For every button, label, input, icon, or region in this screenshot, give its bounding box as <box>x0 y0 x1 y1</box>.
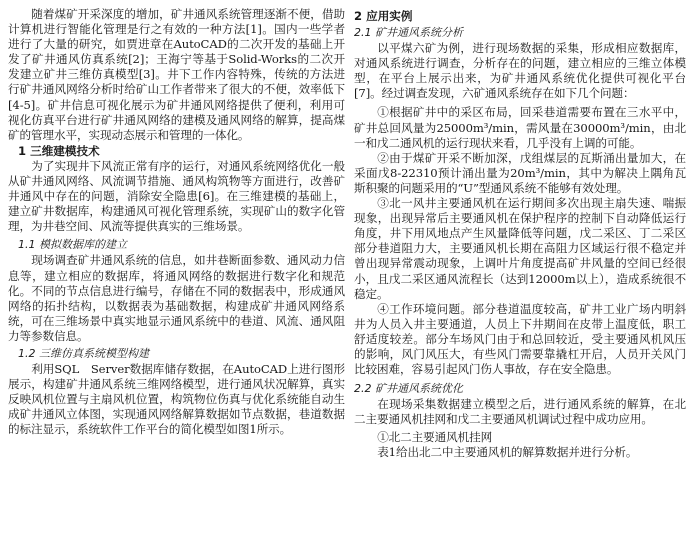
table-1-intro: 表1给出北二中主要通风机的解算数据并进行分析。 <box>377 445 638 460</box>
issue-item-4: ④工作环境问题。部分巷道温度较高，矿井工业广场内明斜井为人员入井主要通道，人员上下井期间在皮带上温度低，职工舒适度较差。部分车场风门由于和总回较近，受主要通风机风压的影响，风门风压大，有些风门需要靠撬杠开启，人员开关风门比较困难，容易引起风门伤人事故，存在安全隐患。 <box>354 301 686 377</box>
section-2-heading: 2 应用实例 <box>354 9 413 23</box>
issue-item-3: ③北一风井主要通风机在运行期间多次出现主扇失速、喘振现象，出现异常后主要通风机在保护程序的控制下自动降低运行角度，井下用风地点产生风量降低等问题，戊二采区、丁二采区部分巷道阻力大，主要通风机长期在高阻力区域运行很不稳定并曾出现异常震动现象，上调叶片角度提高矿井风量的空间已经很小，且戊二采区通风流程长（达到12000m以上），造成系统很不稳定。 <box>354 196 686 301</box>
section-1-paragraph: 为了实现井下风流正常有序的运行，对通风系统网络优化一般从矿井通风网络、风流调节措施、通风构筑物等方面进行，改善矿井通风中存在的问题，消除安全隐患[6]。在三维建模的基础上，建立矿井数据库，构建通风可视化管理系统，实现矿山的数字化管理，为井巷空间、风流等提供真实的三维场景。 <box>8 158 345 234</box>
intro-paragraph: 随着煤矿开采深度的增加，矿井通风系统管理逐渐不便，借助计算机进行智能化管理是行之有效的一种方法[1]。国内一些学者进行了大量的研究，如贾进章在AutoCAD的二次开发的基础上开发了矿井通风仿真系统[2]；王海宁等基于Solid-Works的二次开发建立矿井三维仿真模型[3]。井下工作内容特殊，传统的方法进行矿井通风网络分析时给矿山工作者带来了很大的不便，效率低下[4-5]。矿井信息可视化展示为矿井通风网络提供了便利，利用可视化仿真平台进行矿井通风网络的建模及通风网络的解算，提高煤矿的管理水平，实现动态展示和管理的一体化。 <box>8 7 345 142</box>
issue-item-1: ①根据矿井中的采区布局，回采巷道需要布置在三水平中，矿井总回风量为25000m³/min，需风量在30000m³/min，由北一和戊二通风机的运行现状来看，几乎没有上调的可能。 <box>354 105 686 150</box>
section-2-1-paragraph: 以平煤六矿为例，进行现场数据的采集，形成相应数据库，对通风系统进行调查，分析存在的问题，建立相应的三维立体模型，在平台上展示出来，为矿井通风系统优化提供可视化平台[7]。经过调查发现，六矿通风系统存在如下几个问题： <box>354 41 686 101</box>
section-1-1-paragraph: 现场调查矿井通风系统的信息，如井巷断面参数、通风动力信息等，建立相应的数据库，将通风网络的数据进行数字化和规范化。不同的节点信息进行编号，存储在不同的数据表中，形成通风网络的拓扑结构，以数据表为基础数据，构建成矿井通风网络系统，可在三维场景中真实地显示通风系统中的巷道、风流、通风阻力等参数信息。 <box>8 253 345 343</box>
section-2-2-paragraph: 在现场采集数据建立模型之后，进行通风系统的解算，在北二主要通风机挂网和戊二主要通风机调试过程中成功应用。 <box>354 397 686 427</box>
right-column <box>354 0 686 461</box>
section-1-1-heading: 1.1 模拟数据库的建立 <box>18 238 127 252</box>
issue-item-2: ②由于煤矿开采不断加深，戊组煤层的瓦斯涌出量加大，在采面戊8-22310预计涌出量为20m³/min，其中为解决上隅角瓦斯积聚的问题采用的“U”型通风系统不能够有效处理。 <box>354 150 686 195</box>
fan-item: ①北二主要通风机挂网 <box>377 430 493 445</box>
left-column <box>8 0 345 437</box>
section-2-1-heading: 2.1 矿井通风系统分析 <box>354 26 463 40</box>
section-1-heading: 1 三维建模技术 <box>18 143 100 158</box>
section-2-2-heading: 2.2 矿井通风系统优化 <box>354 382 463 396</box>
section-1-2-paragraph: 利用SQL Server数据库储存数据，在AutoCAD上进行图形展示，构建矿井通风系统三维网络模型，进行通风状况解算，真实反映风机位置与主扇风机位置，构筑物位伤真与优化系统能自动生成矿井通风立体图，实现通风网络解算数据如节点数据，巷道数据的标注显示，系统软件工作平台的简化模型如图1所示。 <box>8 361 345 437</box>
section-1-2-heading: 1.2 三维仿真系统模型构建 <box>18 346 149 360</box>
